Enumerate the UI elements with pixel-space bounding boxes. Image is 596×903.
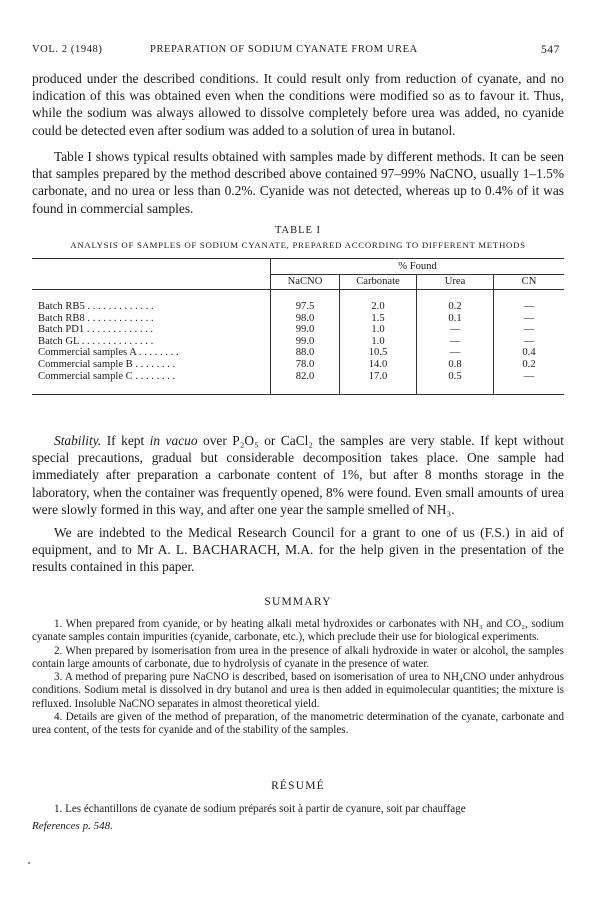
col-header-nacno: NaCNO <box>271 275 340 290</box>
cell-cn: 0.2 <box>494 359 565 371</box>
table-row <box>32 359 564 371</box>
paragraph-stability: Stability. If kept in vacuo over P₂O₅ or CaCl₂ the samples are very stable. If kept without special precautions, gradual but considerable decomposition takes place. One sample had immediately after preparation a carbonate content of 1%, but after 8 months storage in the laboratory, when the container was frequently opened, 8% were found. Even small amounts of urea were slowly formed in this way, and after one year the sample smelled of NH₃. <box>32 433 564 517</box>
cell-urea: 0.2 <box>417 301 494 313</box>
cell-urea: — <box>417 324 494 336</box>
cell-urea: — <box>417 347 494 359</box>
cell-carbonate: 10.5 <box>340 347 417 359</box>
references-note: References p. 548. <box>32 820 113 832</box>
cell-carbonate: 14.0 <box>340 359 417 371</box>
cell-nacno: 97.5 <box>271 301 340 313</box>
summary-item: 1. When prepared from cyanide, or by heating alkali metal hydroxides or carbonates with NH₃ and CO₂, sodium cyanate samples contain impurities (cyanide, carbonate, etc.), which preclude their use for biological experiments. <box>32 618 564 644</box>
cell-urea: — <box>417 336 494 348</box>
row-label: Commercial sample B . . . . . . . . <box>38 359 176 371</box>
row-label: Commercial samples A . . . . . . . . <box>38 347 179 359</box>
cell-nacno: 82.0 <box>271 371 340 383</box>
table-row <box>32 347 564 359</box>
col-header-carbonate: Carbonate <box>340 275 417 290</box>
stability-lead: Stability. <box>54 433 102 448</box>
row-label: Batch RB5 . . . . . . . . . . . . . <box>38 301 154 313</box>
cell-urea: 0.8 <box>417 359 494 371</box>
cell-carbonate: 17.0 <box>340 371 417 383</box>
margin-mark <box>28 862 30 864</box>
row-label: Batch GL . . . . . . . . . . . . . . <box>38 335 154 347</box>
cell-cn: — <box>494 371 565 383</box>
cell-cn: — <box>494 301 565 313</box>
row-label: Batch PD1 . . . . . . . . . . . . . <box>38 324 154 336</box>
results-table <box>32 258 564 395</box>
volume-label: VOL. 2 (1948) <box>32 44 103 55</box>
summary-item: 4. Details are given of the method of preparation, of the manometric determination of the cyanate, carbonate and urea content, of the tests for cyanide and of the stability of the samples. <box>32 711 564 737</box>
cell-nacno: 78.0 <box>271 359 340 371</box>
paragraph-acknowledgement: We are indebted to the Medical Research Council for a grant to one of us (F.S.) in aid of equipment, and to Mr A. L. BACHARACH, M.A. for the help given in the presentation of the results contained in this paper. <box>32 525 564 575</box>
cell-nacno: 98.0 <box>271 313 340 325</box>
col-header-cn: CN <box>494 275 565 290</box>
cell-carbonate: 1.5 <box>340 313 417 325</box>
found-header: % Found <box>271 259 565 275</box>
paragraph-table-intro: Table I shows typical results obtained with samples made by different methods. It can be seen that samples prepared by the method described above contained 97–99% NaCNO, usually 1–1.5% carbonate, and no urea or less than 0.2%. Cyanide was not detected, whereas up to 0.4% of it was found in commercial samples. <box>32 149 564 216</box>
row-label: Commercial sample C . . . . . . . . <box>38 370 176 382</box>
running-title: PREPARATION OF SODIUM CYANATE FROM UREA <box>150 44 418 55</box>
cell-nacno: 88.0 <box>271 347 340 359</box>
paragraph-reduction: produced under the described conditions. It could result only from reduction of cyanate, and no indication of this was obtained even when the conditions were modified so as to favour it. Thus, while the sodium was always allowed to dissolve completely before urea was added, no cyanide could be detected even after sodium was added to a solution of urea in butanol. <box>32 71 564 138</box>
cell-cn: — <box>494 324 565 336</box>
cell-urea: 0.5 <box>417 371 494 383</box>
cell-carbonate: 1.0 <box>340 336 417 348</box>
cell-nacno: 99.0 <box>271 324 340 336</box>
cell-carbonate: 2.0 <box>340 301 417 313</box>
summary-item: 2. When prepared by isomerisation from urea in the presence of alkali hydroxide in water or alcohol, the samples contain large amounts of carbonate, due to hydrolysis of cyanate in the presence of water. <box>32 644 564 670</box>
cell-carbonate: 1.0 <box>340 324 417 336</box>
cell-cn: 0.4 <box>494 347 565 359</box>
row-label: Batch RB8 . . . . . . . . . . . . . <box>38 312 154 324</box>
cell-nacno: 99.0 <box>271 336 340 348</box>
col-header-urea: Urea <box>417 275 494 290</box>
table-row <box>32 301 564 313</box>
table-title: TABLE I <box>274 225 322 236</box>
table-row <box>32 324 564 336</box>
page-number: 547 <box>540 44 560 56</box>
resume-first-line: 1. Les échantillons de cyanate de sodium préparés soit à partir de cyanure, soit par chauffage <box>54 803 466 815</box>
cell-cn: — <box>494 313 565 325</box>
table-row <box>32 371 564 383</box>
running-header <box>32 44 560 58</box>
table-caption: ANALYSIS OF SAMPLES OF SODIUM CYANATE, PREPARED ACCORDING TO DIFFERENT METHODS <box>70 240 526 250</box>
table-row <box>32 336 564 348</box>
resume-heading: RÉSUMÉ <box>271 780 325 792</box>
cell-cn: — <box>494 336 565 348</box>
table-row <box>32 313 564 325</box>
summary-heading: SUMMARY <box>264 596 332 608</box>
cell-urea: 0.1 <box>417 313 494 325</box>
summary-list <box>32 618 564 738</box>
summary-item: 3. A method of preparing pure NaCNO is described, based on isomerisation of urea to NH₄CNO under anhydrous conditions. Sodium metal is dissolved in dry butanol and urea is then added in equimolecular quantities; the mixture is refluxed. Insoluble NaCNO separates in almost theoretical yield. <box>32 671 564 710</box>
